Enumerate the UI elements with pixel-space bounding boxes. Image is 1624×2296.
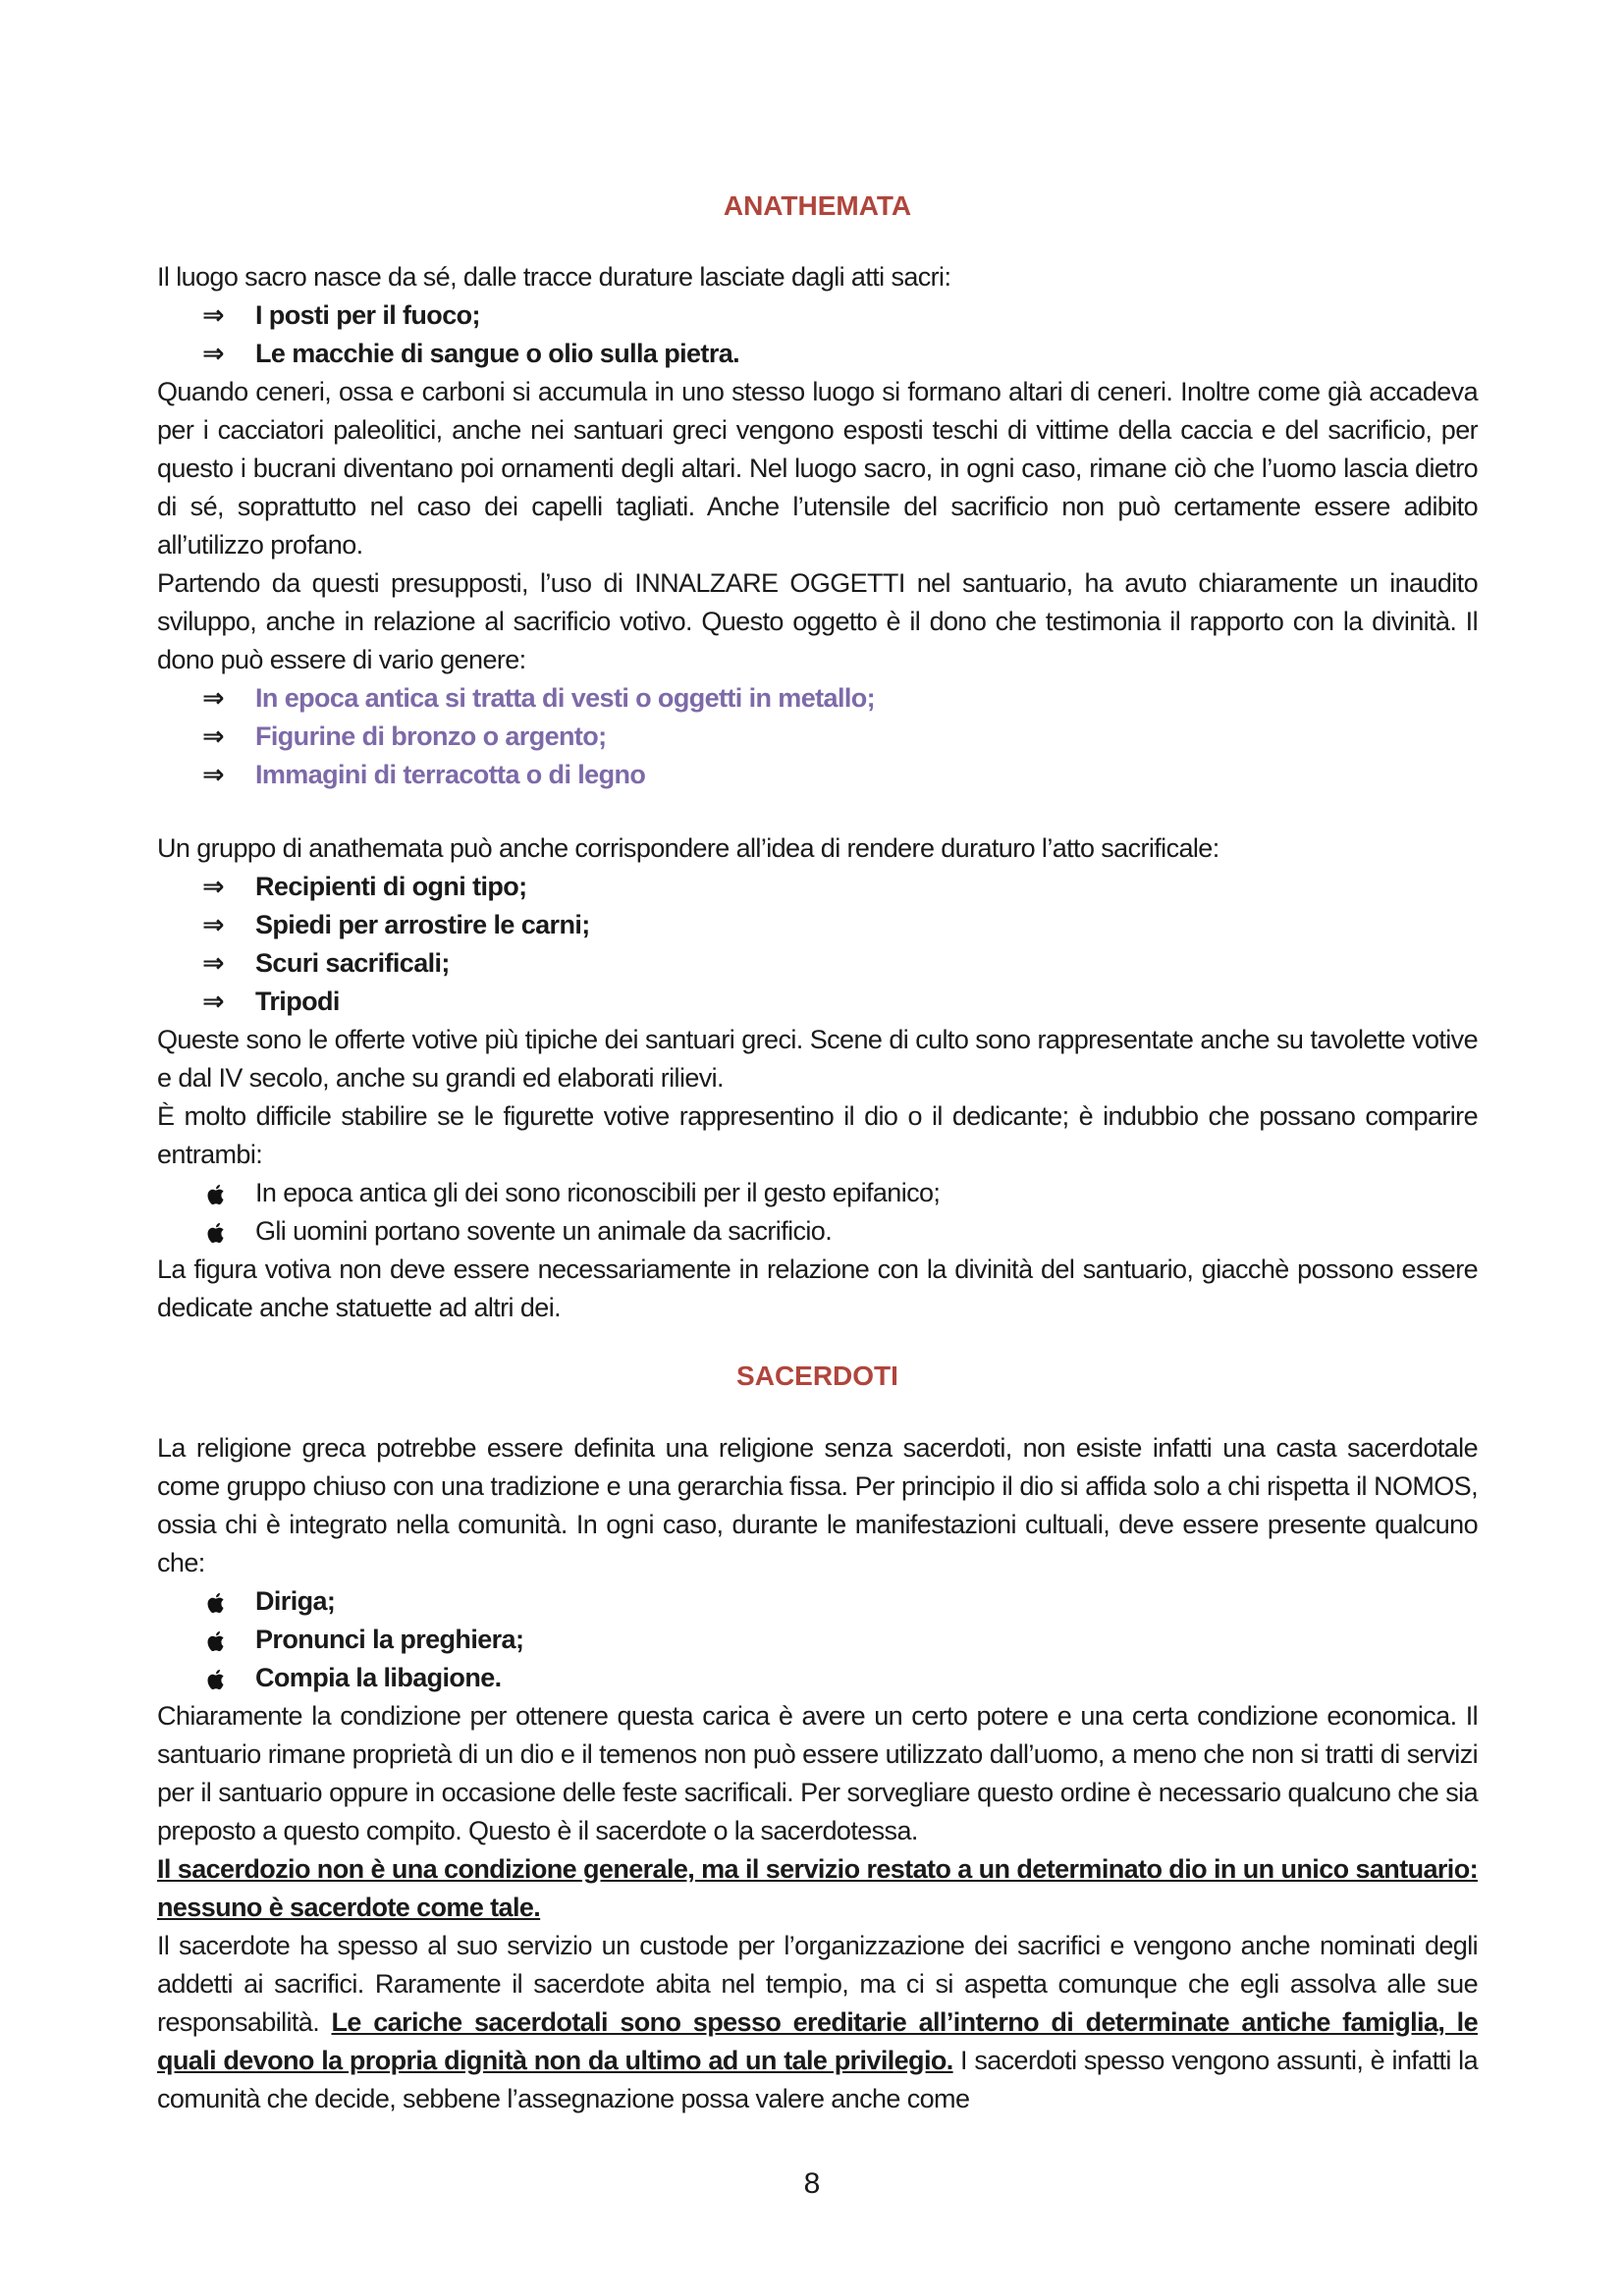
arrow-icon: ⇒	[202, 910, 225, 940]
arrow-icon: ⇒	[202, 987, 225, 1017]
list-item: Compia la libagione.	[157, 1659, 1478, 1697]
paragraph-priest-service: Il sacerdote ha spesso al suo servizio un custode per l’organizzazione dei sacrifici e vengono anche nominati degli addetti ai sacrifici. Raramente il sacerdote abita nel tempio, ma ci si aspetta comunque che egli assolva alle sue responsabilità. Le cariche sacerdotali sono spesso ereditarie all’interno di determinate antiche famiglia, le quali devono la propria dignità non da ultimo ad un tale privilegio. I sacerdoti spesso vengono assunti, è infatti la comunità che decide, sebbene l’assegnazione possa valere anche come	[157, 1931, 1478, 2113]
arrow-icon: ⇒	[202, 683, 225, 714]
list-item: ⇒ I posti per il fuoco;	[157, 296, 1478, 335]
arrow-icon: ⇒	[202, 948, 225, 979]
list-item: In epoca antica gli dei sono riconoscibili per il gesto epifanico;	[157, 1174, 1478, 1212]
arrow-icon: ⇒	[202, 872, 225, 902]
apple-icon	[205, 1183, 229, 1206]
paragraph-intro: Il luogo sacro nasce da sé, dalle tracce durature lasciate dagli atti sacri:	[157, 262, 951, 292]
list-item: Diriga;	[157, 1582, 1478, 1621]
list-item: ⇒ Immagini di terracotta o di legno	[157, 756, 1478, 794]
paragraph-altars: Quando ceneri, ossa e carboni si accumula in uno stesso luogo si formano altari di ceneri. Inoltre come già accadeva per i cacciatori paleolitici, anche nei santuari greci vengono esposti teschi di vittime della caccia e del sacrificio, per questo i bucrani diventano poi ornamenti degli altari. Nel luogo sacro, in ogni caso, rimane ciò che l’uomo lascia dietro di sé, soprattutto nel caso dei capelli tagliati. Anche l’utensile del sacrificio non può certamente essere adibito all’utilizzo profano.	[157, 377, 1478, 560]
apple-icon	[205, 1591, 229, 1615]
arrow-icon: ⇒	[202, 300, 225, 331]
paragraph-priesthood: Il sacerdozio non è una condizione generale, ma il servizio restato a un determinato dio in un unico santuario: nessuno è sacerdote come tale.	[157, 1854, 1478, 1922]
section-heading-sacerdoti: SACERDOTI	[736, 1361, 898, 1391]
arrow-icon: ⇒	[202, 339, 225, 369]
list-sacrificial-objects	[157, 868, 1478, 1021]
list-item: ⇒ Figurine di bronzo o argento;	[157, 718, 1478, 756]
list-gifts	[157, 679, 1478, 794]
spacer	[157, 794, 1478, 829]
arrow-icon: ⇒	[202, 721, 225, 752]
apple-icon	[205, 1629, 229, 1653]
paragraph-objects: Partendo da questi presupposti, l’uso di INNALZARE OGGETTI nel santuario, ha avuto chiaramente un inaudito sviluppo, anche in relazione al sacrificio votivo. Questo oggetto è il dono che testimonia il rapporto con la divinità. Il dono può essere di vario genere:	[157, 568, 1478, 674]
paragraph-anathemata-group: Un gruppo di anathemata può anche corrispondere all’idea di rendere duraturo l’atto sacrificale:	[157, 833, 1219, 863]
list-item: ⇒ Spiedi per arrostire le carni;	[157, 906, 1478, 944]
list-figures	[157, 1174, 1478, 1251]
list-item: ⇒ In epoca antica si tratta di vesti o oggetti in metallo;	[157, 679, 1478, 718]
list-item: Pronunci la preghiera;	[157, 1621, 1478, 1659]
paragraph-figurines: È molto difficile stabilire se le figurette votive rappresentino il dio o il dedicante; è indubbio che possano comparire entrambi:	[157, 1101, 1478, 1169]
paragraph-condition: Chiaramente la condizione per ottenere questa carica è avere un certo potere e una certa condizione economica. Il santuario rimane proprietà di un dio e il temenos non può essere utilizzato dall’uomo, a meno che non si tratti di servizi per il santuario oppure in occasione delle feste sacrificali. Per sorvegliare questo ordine è necessario qualcuno che sia preposto a questo compito. Questo è il sacerdote o la sacerdotessa.	[157, 1701, 1478, 1845]
paragraph-religion: La religione greca potrebbe essere definita una religione senza sacerdoti, non esiste infatti una casta sacerdotale come gruppo chiuso con una tradizione e una gerarchia fissa. Per principio il dio si affida solo a chi rispetta il NOMOS, ossia chi è integrato nella comunità. In ogni caso, durante le manifestazioni cultuali, deve essere presente qualcuno che:	[157, 1433, 1478, 1577]
list-traces	[157, 296, 1478, 373]
list-item: Gli uomini portano sovente un animale da sacrificio.	[157, 1212, 1478, 1251]
list-duties	[157, 1582, 1478, 1697]
paragraph-votive-offerings: Queste sono le offerte votive più tipiche dei santuari greci. Scene di culto sono rappresentate anche su tavolette votive e dal IV secolo, anche su grandi ed elaborati rilievi.	[157, 1025, 1478, 1093]
apple-icon	[205, 1668, 229, 1691]
emphasis-hereditary: Le cariche sacerdotali sono spesso ereditarie all’interno di determinate antiche famiglia, le quali devono la propria dignità non da ultimo ad un tale privilegio.	[157, 2007, 1478, 2075]
document-page	[157, 187, 1478, 2118]
page-number: 8	[803, 2167, 821, 2200]
section-heading-anathemata: ANATHEMATA	[723, 190, 912, 221]
apple-icon	[205, 1221, 229, 1245]
arrow-icon: ⇒	[202, 760, 225, 790]
list-item: ⇒ Le macchie di sangue o olio sulla pietra.	[157, 335, 1478, 373]
list-item: ⇒ Recipienti di ogni tipo;	[157, 868, 1478, 906]
paragraph-votive-figure: La figura votiva non deve essere necessariamente in relazione con la divinità del santuario, giacchè possono essere dedicate anche statuette ad altri dei.	[157, 1255, 1478, 1322]
list-item: ⇒ Scuri sacrificali;	[157, 944, 1478, 983]
list-item: ⇒ Tripodi	[157, 983, 1478, 1021]
